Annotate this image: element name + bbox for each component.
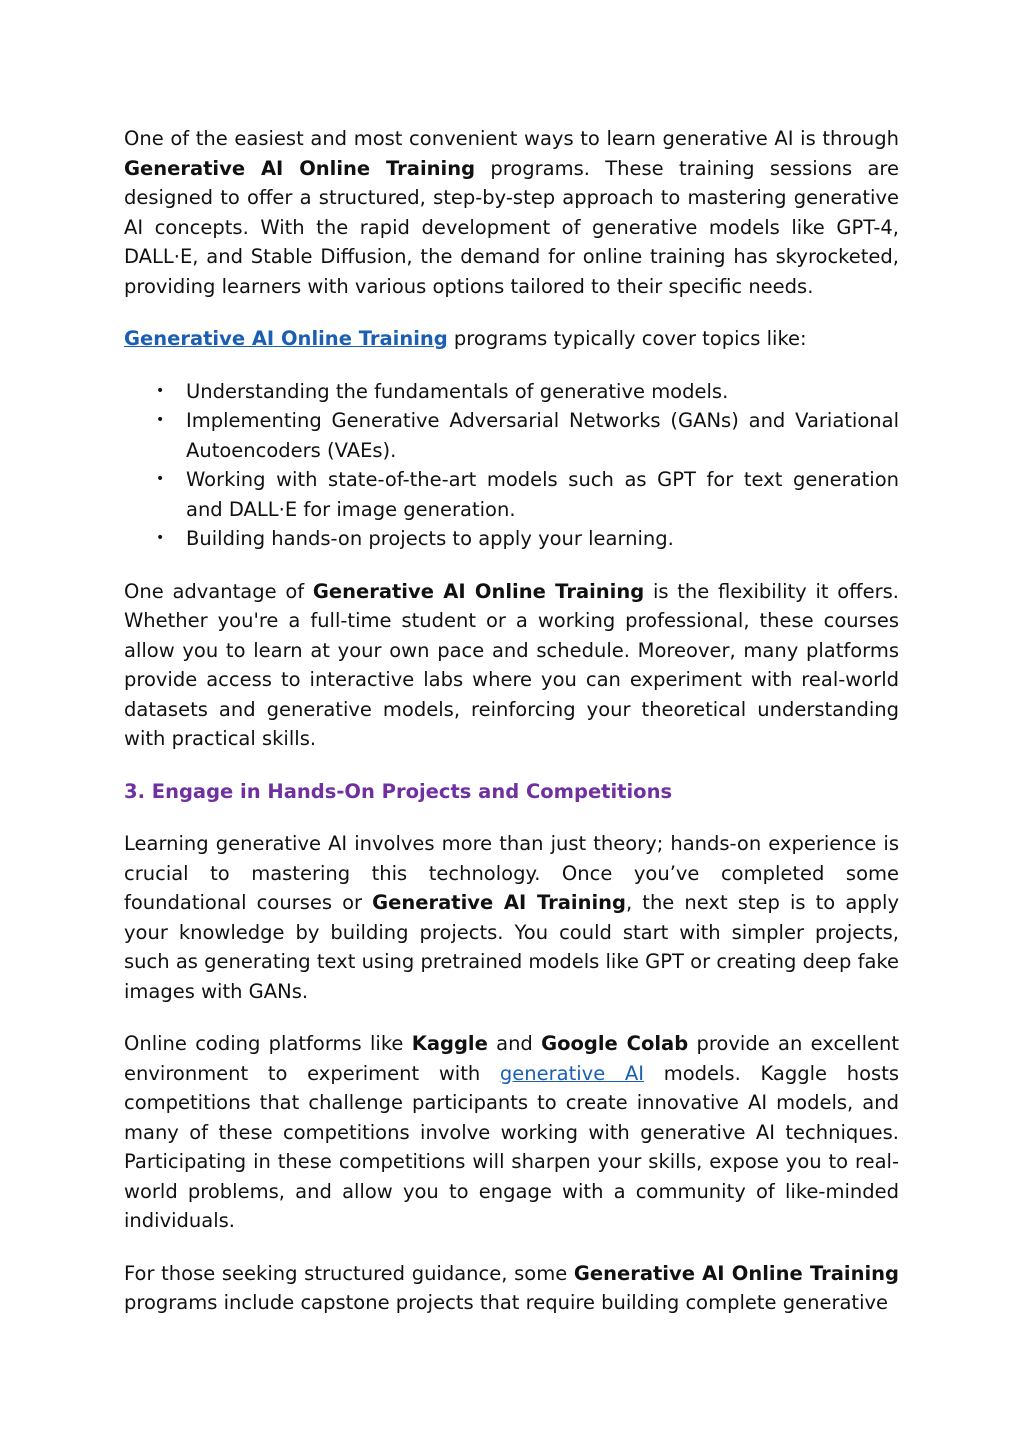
text: , the next step is to apply your knowledge by building projects. You could start with simpler projects, such as generating text using pretrained models like GPT or creating deep fake images with GANs. — [124, 891, 900, 1003]
bold-term-kaggle: Kaggle — [411, 1032, 488, 1055]
list-item-text: Building hands-on projects to apply your learning. — [186, 527, 674, 550]
text: programs typically cover topics like: — [447, 327, 807, 350]
text: and — [487, 1032, 542, 1055]
generative-ai-link[interactable]: generative AI — [499, 1061, 645, 1085]
bullet-icon: • — [156, 412, 165, 428]
paragraph-capstone — [124, 1259, 899, 1318]
bullet-icon: • — [156, 382, 165, 399]
bold-term: Generative AI Online Training — [124, 156, 476, 180]
paragraph-advantage — [124, 577, 899, 754]
paragraph-topics-intro — [124, 324, 899, 354]
bullet-icon: • — [156, 530, 165, 546]
text: Online coding platforms like — [124, 1032, 412, 1055]
topics-list — [124, 377, 899, 554]
bold-term: Generative AI Online Training — [312, 579, 645, 603]
text: One of the easiest and most convenient ways to learn generative AI is through — [124, 127, 899, 150]
list-item-text: Implementing Generative Adversarial Networks (GANs) and Variational Autoencoders (VAEs). — [186, 409, 899, 462]
generative-ai-online-training-link[interactable]: Generative AI Online Training — [124, 327, 448, 350]
text: programs include capstone projects that require building complete generative — [124, 1291, 889, 1314]
list-item — [156, 524, 899, 554]
bold-term: Generative AI Online Training — [573, 1261, 900, 1285]
text: One advantage of — [124, 579, 313, 603]
bullet-icon: • — [156, 471, 165, 487]
list-item-text: Working with state-of-the-art models such as GPT for text generation and DALL·E for image generation. — [186, 468, 899, 521]
text: programs. These training sessions are designed to offer a structured, step-by-step approach to mastering generative AI concepts. With the rapid development of generative models like GPT-4, DALL·E, and Stable Diffusion, the demand for online training has skyrocketed, providing learners with various options tailored to their specific needs. — [124, 156, 899, 298]
text: provide an excellent environment to experiment with — [124, 1032, 899, 1085]
list-item-text: Understanding the fundamentals of generative models. — [186, 379, 729, 403]
text: Learning generative AI involves more than just theory; hands-on experience is crucial to mastering this technology. Once you’ve completed some foundational courses or — [124, 832, 899, 914]
list-item — [156, 406, 899, 465]
section-heading: 3. Engage in Hands-On Projects and Competitions — [124, 779, 673, 803]
list-item — [156, 465, 899, 524]
document-body — [124, 124, 899, 1318]
text: models. Kaggle hosts competitions that challenge participants to create innovative AI models, and many of these competitions involve working with generative AI techniques. Participating in these competitions will sharpen your skills, expose you to real-world problems, and allow you to engage with a community of like-minded individuals. — [124, 1061, 899, 1232]
text: For those seeking structured guidance, some — [124, 1261, 574, 1285]
paragraph-platforms — [124, 1029, 899, 1236]
text: is the flexibility it offers. Whether you're a full-time student or a working professional, these courses allow you to learn at your own pace and schedule. Moreover, many platforms provide access to interactive labs where you can experiment with real-world datasets and generative models, reinforcing your theoretical understanding with practical skills. — [124, 579, 899, 750]
bold-term-colab: Google Colab — [541, 1032, 689, 1055]
bold-term: Generative AI Training — [372, 891, 626, 914]
list-item — [156, 377, 899, 407]
paragraph-intro — [124, 124, 899, 301]
paragraph-hands-on — [124, 829, 899, 1006]
